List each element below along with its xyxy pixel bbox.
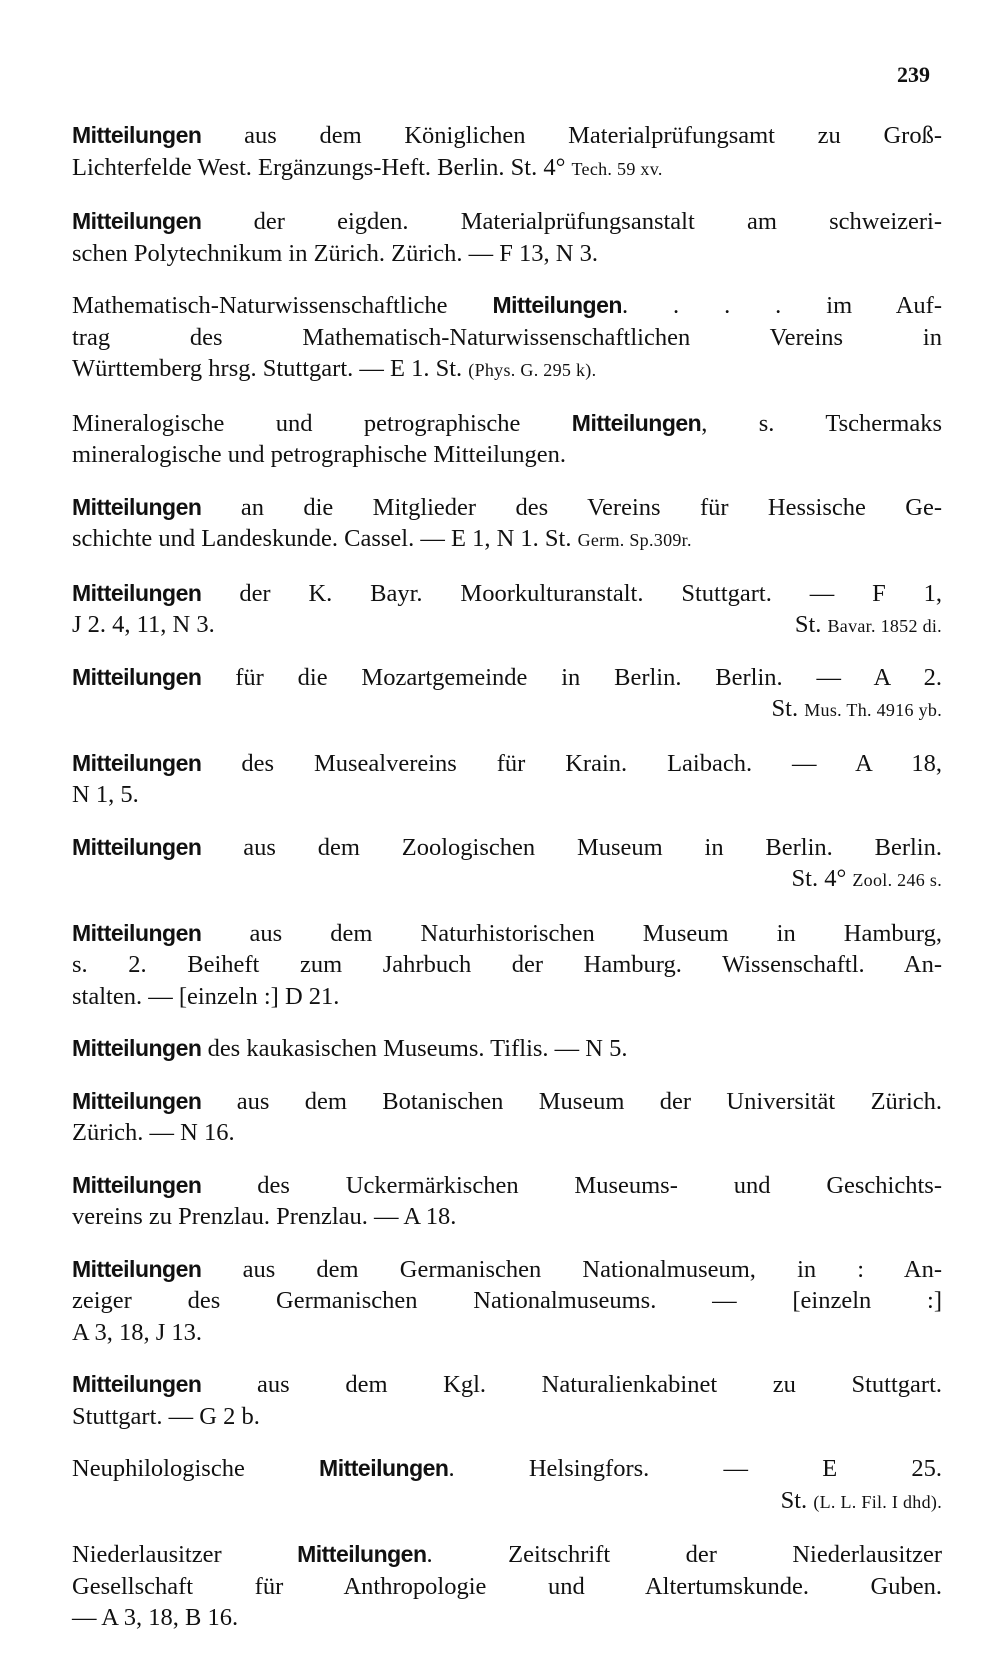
entry-text: A 3, 18, J 13. xyxy=(72,1318,203,1346)
entry-line xyxy=(72,408,942,440)
entry-line xyxy=(72,779,942,811)
entry-text: trag des Mathematisch-Naturwissenschaftlichen Vereins in xyxy=(72,323,942,351)
entry-line xyxy=(72,1369,942,1401)
shelfmark: Mus. Th. 4916 yb. xyxy=(804,700,942,720)
entry-line xyxy=(72,492,942,524)
entry-line xyxy=(72,609,942,641)
catalog-entry xyxy=(72,578,942,641)
entry-text: der eigden. Materialprüfungsanstalt am schweizeri- xyxy=(201,208,942,235)
entry-text: des Uckermärkischen Museums- und Geschichts- xyxy=(201,1171,942,1199)
entry-text: des Musealvereins für Krain. Laibach. — A 18, xyxy=(201,749,942,777)
entry-text: , s. Tschermaks xyxy=(701,409,942,437)
entry-line xyxy=(72,1254,942,1286)
entry-keyword: Mitteilungen xyxy=(72,1371,202,1397)
shelfmark-label: St. xyxy=(780,1486,814,1514)
entry-text: Württemberg hrsg. Stuttgart. — E 1. St. xyxy=(72,355,469,382)
entry-text: Gesellschaft für Anthropologie und Altertumskunde. Guben. xyxy=(72,1572,942,1600)
entry-text: zeiger des Germanischen Nationalmuseums. — [einzeln :] xyxy=(72,1287,942,1314)
entry-text: stalten. — [einzeln :] D 21. xyxy=(72,982,340,1010)
entry-line xyxy=(72,353,942,387)
catalog-entry xyxy=(72,1539,942,1634)
entry-line xyxy=(72,662,942,694)
entry-line xyxy=(104,1485,942,1519)
entry-keyword: Mitteilungen xyxy=(72,919,202,946)
entry-text: N 1, 5. xyxy=(72,781,139,808)
entry-text: aus dem Königlichen Materialprüfungsamt zu Groß- xyxy=(201,122,942,149)
entry-line xyxy=(72,1453,942,1485)
entry-line xyxy=(72,290,942,322)
entry-line xyxy=(72,1170,942,1202)
page-number: 239 xyxy=(897,62,930,87)
entry-text: des kaukasischen Museums. Tiflis. — N 5. xyxy=(201,1035,628,1062)
catalog-entry xyxy=(72,492,942,557)
entry-line xyxy=(72,1602,942,1634)
entry-prefix: Niederlausitzer xyxy=(72,1541,298,1568)
entry-keyword: Mitteilungen xyxy=(72,1255,202,1282)
entry-line xyxy=(72,120,942,152)
entry-line xyxy=(72,238,942,270)
catalog-entry xyxy=(72,832,942,897)
entry-text: J 2. 4, 11, N 3. xyxy=(72,611,215,638)
entry-line xyxy=(72,949,942,981)
catalog-entry xyxy=(72,120,942,185)
entry-line xyxy=(72,206,942,238)
entry-line xyxy=(72,748,942,780)
entry-text: vereins zu Prenzlau. Prenzlau. — A 18. xyxy=(72,1203,457,1230)
entry-text: der K. Bayr. Moorkulturanstalt. Stuttgart. — F 1, xyxy=(201,579,942,607)
entry-text: . Helsingfors. — E 25. xyxy=(448,1455,942,1482)
entry-text: Zürich. — N 16. xyxy=(72,1119,235,1146)
entry-keyword: Mitteilungen xyxy=(297,1541,427,1567)
entry-line xyxy=(72,918,942,950)
shelfmark-right xyxy=(781,1487,942,1514)
entry-line xyxy=(104,863,942,897)
shelfmark-right xyxy=(792,865,942,892)
entry-text: schichte und Landeskunde. Cassel. — E 1, N 1. St. xyxy=(72,525,578,552)
entry-prefix: Mineralogische und petrographische xyxy=(72,409,572,437)
entry-keyword: Mitteilungen xyxy=(72,833,202,860)
catalog-entry xyxy=(72,1086,942,1149)
entry-line xyxy=(72,832,942,864)
shelfmark: Germ. Sp.309r. xyxy=(577,530,692,550)
entry-text: . . . . im Auf- xyxy=(621,292,942,319)
entry-text: s. 2. Beiheft zum Jahrbuch der Hamburg. Wissenschaftl. An- xyxy=(72,951,942,978)
entry-keyword: Mitteilungen xyxy=(571,409,702,436)
entry-text: Stuttgart. — G 2 b. xyxy=(72,1402,260,1430)
catalog-entry xyxy=(72,1170,942,1233)
shelfmark: Zool. 246 s. xyxy=(852,870,942,890)
catalog-entry xyxy=(72,1254,942,1349)
catalog-entry xyxy=(72,662,942,727)
catalog-entry xyxy=(72,408,942,471)
shelfmark: Tech. 59 xv. xyxy=(571,158,663,179)
entry-keyword: Mitteilungen xyxy=(72,493,202,520)
catalog-entry xyxy=(72,918,942,1013)
entry-line xyxy=(72,1317,942,1349)
catalog-entry xyxy=(72,1369,942,1432)
entry-line xyxy=(72,1086,942,1118)
entry-keyword: Mitteilungen xyxy=(72,208,202,234)
entry-text: aus dem Naturhistorischen Museum in Hamburg, xyxy=(201,919,942,947)
entry-keyword: Mitteilungen xyxy=(492,292,622,318)
catalog-entry xyxy=(72,1453,942,1518)
entry-line xyxy=(72,1571,942,1603)
entry-line xyxy=(72,322,942,354)
shelfmark-label: St. 4° xyxy=(791,865,853,892)
entry-text: schen Polytechnikum in Zürich. Zürich. — F 13, N 3. xyxy=(72,239,598,267)
catalog-entry xyxy=(72,206,942,269)
entry-line xyxy=(72,1401,942,1433)
entry-prefix: Mathematisch-Naturwissenschaftliche xyxy=(72,292,493,319)
entry-text: aus dem Germanischen Nationalmuseum, in : An- xyxy=(201,1255,942,1283)
entry-line xyxy=(72,1033,942,1065)
entry-keyword: Mitteilungen xyxy=(72,749,202,776)
entry-keyword: Mitteilungen xyxy=(72,1171,202,1198)
entry-keyword: Mitteilungen xyxy=(72,579,202,606)
shelfmark-label: St. xyxy=(794,611,828,638)
entry-line xyxy=(72,578,942,610)
entry-keyword: Mitteilungen xyxy=(72,122,202,148)
catalog-entry xyxy=(72,1033,942,1065)
entry-text: aus dem Botanischen Museum der Universität Zürich. xyxy=(201,1087,942,1115)
entry-line xyxy=(72,152,942,186)
entry-line xyxy=(72,523,942,557)
entry-line xyxy=(104,693,942,727)
entry-keyword: Mitteilungen xyxy=(72,663,202,690)
entry-text: . Zeitschrift der Niederlausitzer xyxy=(426,1541,942,1568)
entry-text: Lichterfelde West. Ergänzungs-Heft. Berlin. St. 4° xyxy=(72,153,572,181)
entry-line xyxy=(72,1201,942,1233)
entry-text: aus dem Zoologischen Museum in Berlin. Berlin. xyxy=(201,833,942,861)
entry-line xyxy=(72,439,942,471)
shelfmark-label: St. xyxy=(771,695,805,722)
entry-line xyxy=(72,1539,942,1571)
shelfmark: (L. L. Fil. I dhd). xyxy=(813,1491,942,1512)
shelfmark-right xyxy=(772,695,942,722)
entry-line xyxy=(72,981,942,1013)
entry-keyword: Mitteilungen xyxy=(319,1455,449,1481)
shelfmark: (Phys. G. 295 k). xyxy=(468,360,597,380)
entry-text: aus dem Kgl. Naturalienkabinet zu Stuttgart. xyxy=(201,1371,942,1398)
entry-prefix: Neuphilologische xyxy=(72,1455,320,1482)
entry-text: mineralogische und petrographische Mitteilungen. xyxy=(72,441,566,468)
entry-line xyxy=(72,1285,942,1317)
entry-text: für die Mozartgemeinde in Berlin. Berlin. — A 2. xyxy=(201,663,942,691)
shelfmark-right xyxy=(794,609,942,643)
shelfmark: Bavar. 1852 di. xyxy=(827,616,942,636)
catalog-entry xyxy=(72,290,942,387)
entry-text: an die Mitglieder des Vereins für Hessische Ge- xyxy=(201,493,942,521)
entry-line xyxy=(72,1117,942,1149)
entry-keyword: Mitteilungen xyxy=(72,1035,202,1061)
entry-text: — A 3, 18, B 16. xyxy=(72,1604,239,1631)
entry-keyword: Mitteilungen xyxy=(72,1087,202,1114)
catalog-entries xyxy=(72,120,942,1655)
catalog-entry xyxy=(72,748,942,811)
